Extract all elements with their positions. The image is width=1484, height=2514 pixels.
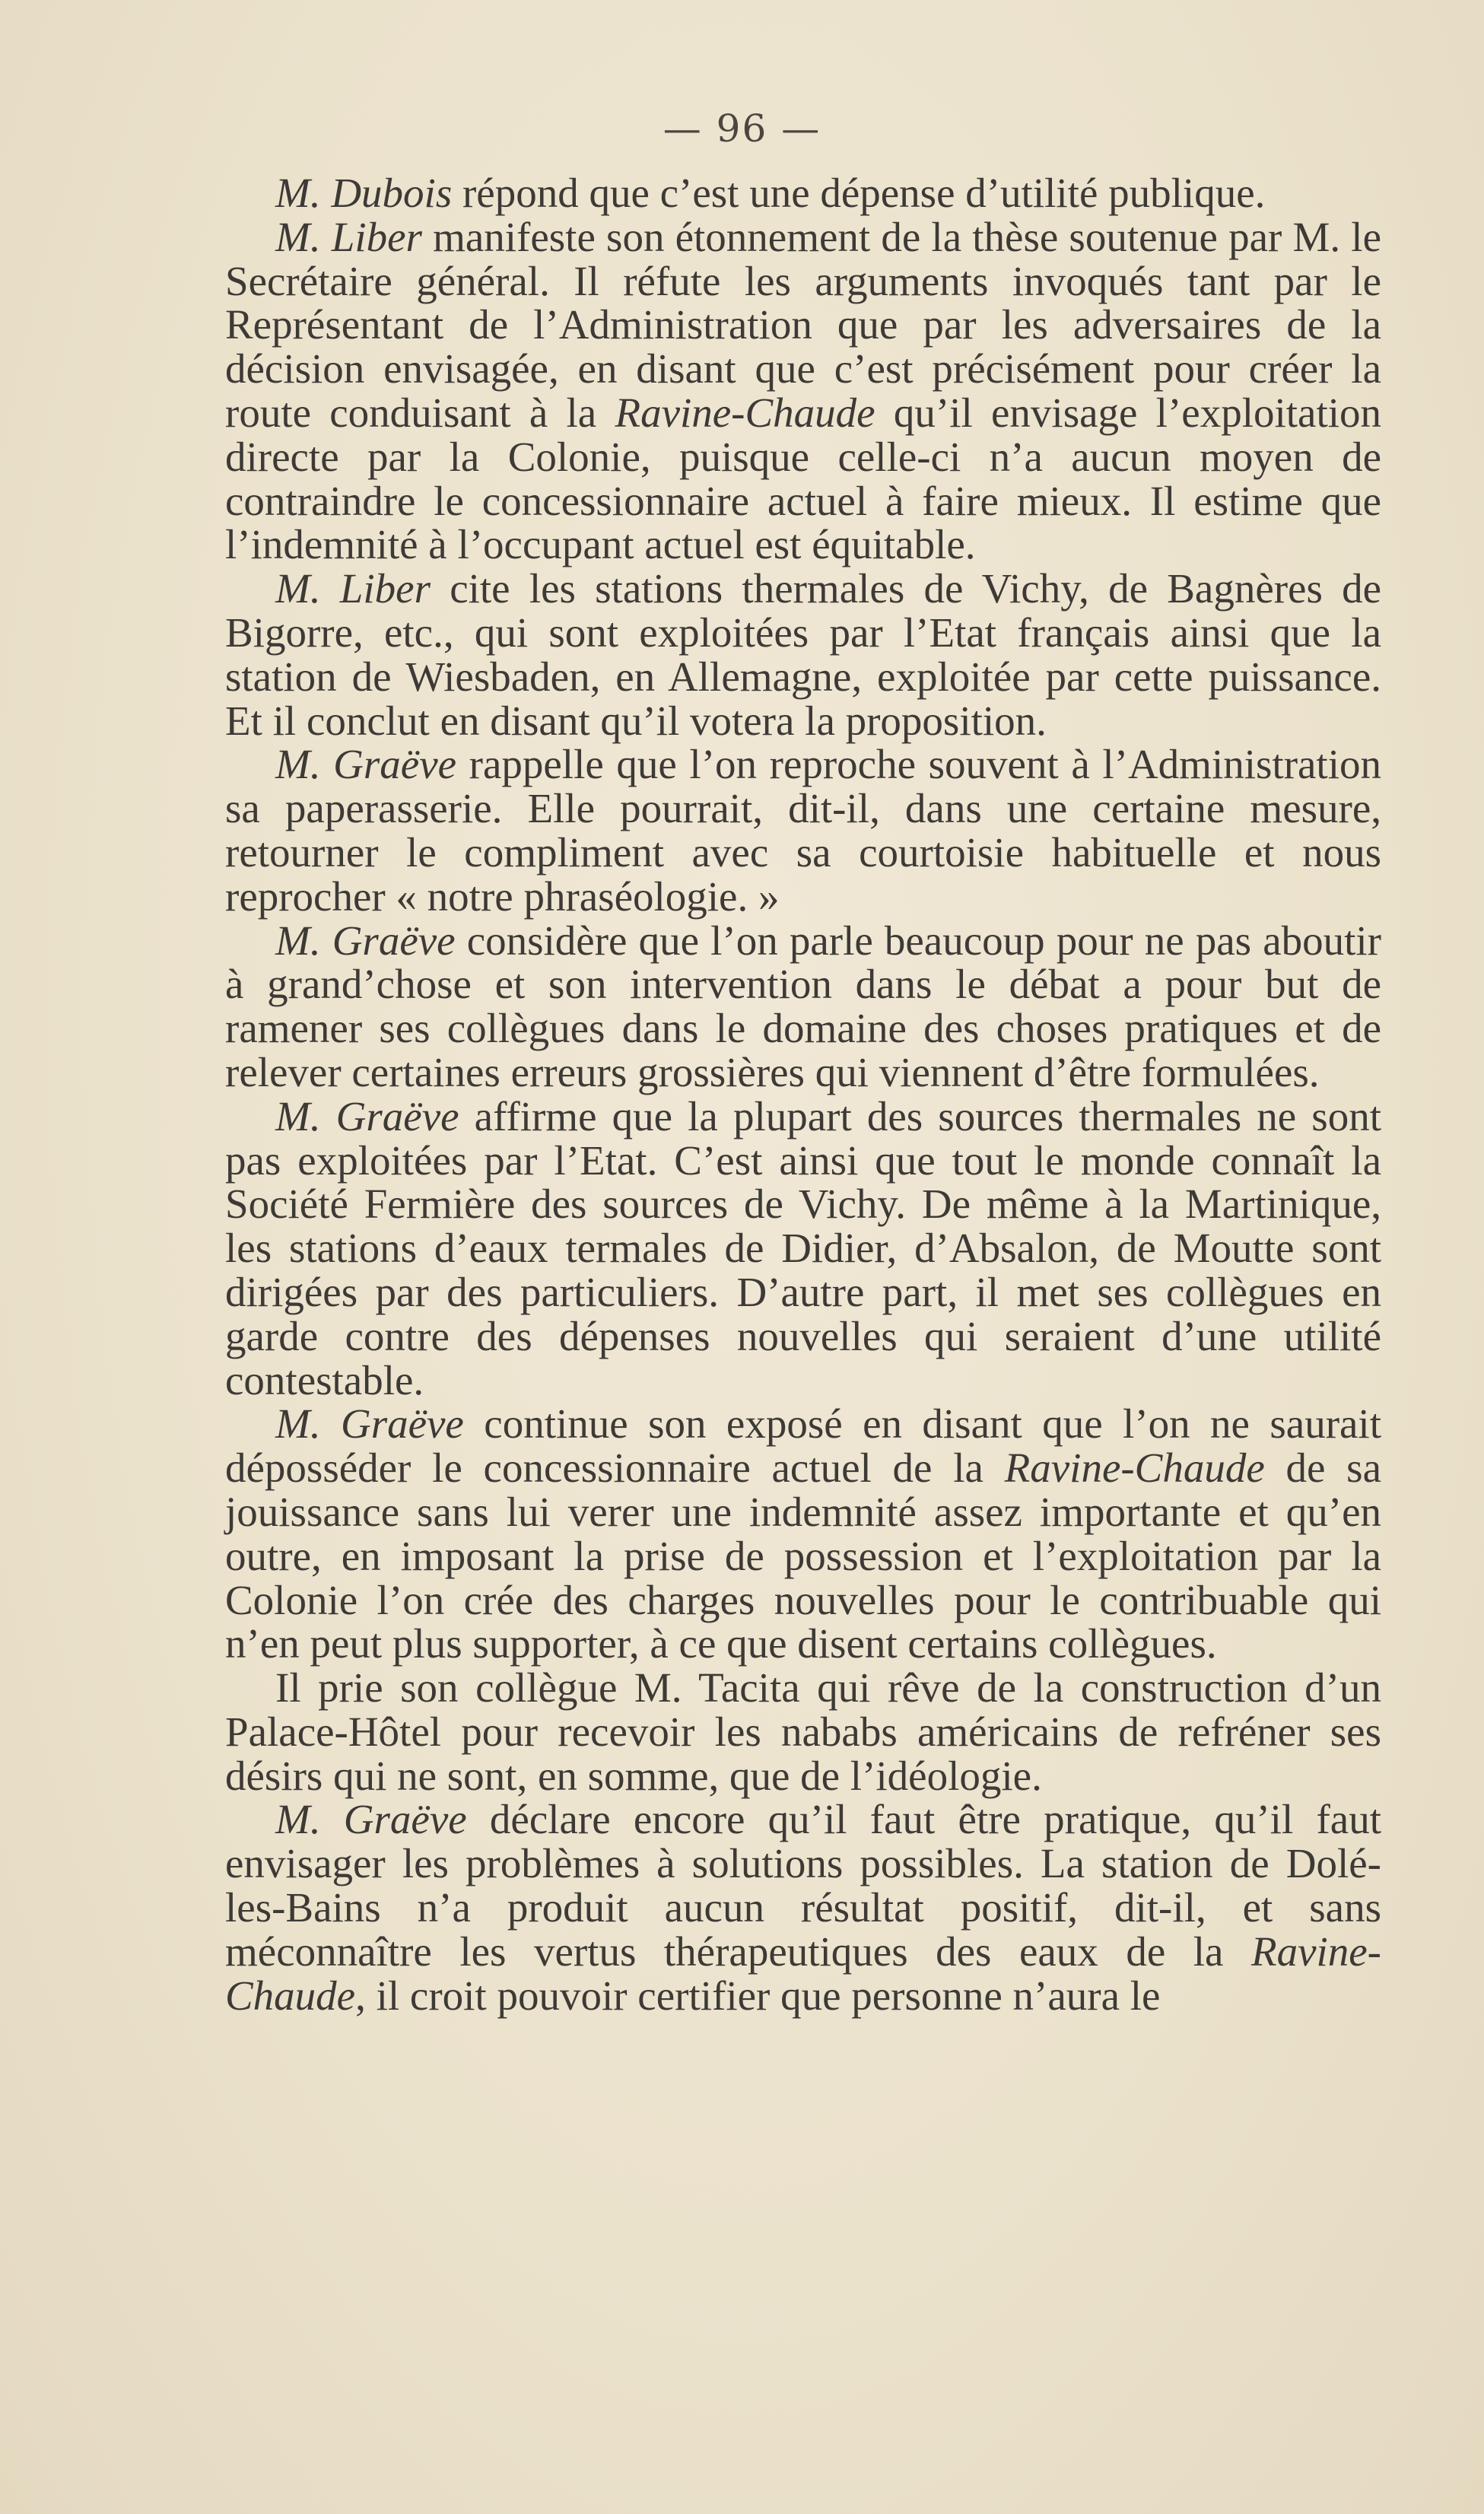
paragraph [225, 215, 1381, 567]
speaker-name: M. Graëve [275, 741, 457, 788]
paragraph [225, 742, 1381, 918]
body-text [225, 171, 1381, 2017]
paragraph-text: de sa jouissance sans lui verer une indemnité assez importante et qu’en outre, en imposant la prise de possession et l’exploitation par la Colonie l’on crée des charges nouvelles pour le contribuable qui n’en peut plus supporter, à ce que disent certains collègues. [225, 1445, 1381, 1667]
paragraph-text: considère que l’on parle beaucoup pour ne pas aboutir à grand’chose et son intervention dans le débat a pour but de ramener ses collègues dans le domaine des choses pratiques et de relever certaines erreurs grossières qui viennent d’être formulées. [225, 917, 1381, 1095]
paragraph [225, 1666, 1381, 1797]
paragraph-text: Il prie son collègue M. Tacita qui rêve de la construction d’un Palace-Hôtel pour recevoir les nababs américains de refréner ses désirs qui ne sont, en somme, que de l’idéologie. [225, 1664, 1381, 1799]
speaker-name: M. Graëve [275, 917, 456, 964]
paragraph [225, 1402, 1381, 1666]
paragraph [225, 1797, 1381, 2017]
paragraph-text: répond que c’est une dépense d’utilité publique. [452, 170, 1266, 216]
paragraph-text: manifeste son étonnement de la thèse soutenue par M. le Secrétaire général. Il réfute les arguments invoqués tant par le Représentant de l’Administration que par les adversaires de la décision envisagée, en disant que c’est précisément pour créer la route conduisant à la [225, 213, 1381, 436]
paragraph [225, 171, 1381, 215]
paragraph-text: affirme que la plupart des sources thermales ne sont pas exploitées par l’Etat. C’est ainsi que tout le monde connaît la Société Fermière des sources de Vichy. De même à la Martinique, les stations d’eaux termales de Didier, d’Absalon, de Moutte sont dirigées par des particuliers. D’autre part, il met ses collègues en garde contre des dépenses nouvelles qui seraient d’une utilité contestable. [225, 1092, 1381, 1403]
place-name: Ravine-Chaude [615, 389, 875, 436]
speaker-name: M. Liber [275, 213, 422, 260]
speaker-name: M. Graëve [275, 1400, 464, 1448]
paragraph-text: qu’il envisage l’exploitation directe par la Colonie, puisque celle-ci n’a aucun moyen de contraindre le concessionnaire actuel à faire mieux. Il estime que l’indemnité à l’occupant actuel est équitable. [225, 389, 1382, 568]
paragraph [225, 1092, 1381, 1403]
paragraph [225, 567, 1381, 742]
paragraph-text: , il croit pouvoir certifier que personne n’aura le [355, 1972, 1161, 2019]
speaker-name: M. Liber [275, 565, 431, 612]
speaker-name: M. Graëve [275, 1796, 467, 1843]
paragraph-text: rappelle que l’on reproche souvent à l’Administration sa paperasserie. Elle pourrait, dit-il, dans une certaine mesure, retourner le compliment avec sa courtoisie habituelle et nous reprocher « notre phraséologie. » [225, 741, 1381, 920]
place-name: Ravine-Chaude [225, 1928, 1381, 2019]
speaker-name: M. Dubois [275, 170, 453, 216]
page-number-header: — 96 — [663, 106, 821, 151]
place-name: Ravine-Chaude [1004, 1445, 1265, 1492]
paragraph-text: continue son exposé en disant que l’on ne saurait déposséder le concessionnaire actuel de la [225, 1400, 1381, 1492]
paragraph-text: déclare encore qu’il faut être pratique, qu’il faut envisager les problèmes à solutions possibles. La station de Dolé-les-Bains n’a produit aucun résultat positif, dit-il, et sans méconnaître les vertus thérapeutiques des eaux de la [225, 1796, 1381, 1975]
speaker-name: M. Graëve [275, 1092, 459, 1139]
paragraph-text: cite les stations thermales de Vichy, de Bagnères de Bigorre, etc., qui sont exploitées par l’Etat français ainsi que la station de Wiesbaden, en Allemagne, exploitée par cette puissance. Et il conclut en disant qu’il votera la proposition. [225, 565, 1382, 744]
paragraph [225, 919, 1381, 1095]
